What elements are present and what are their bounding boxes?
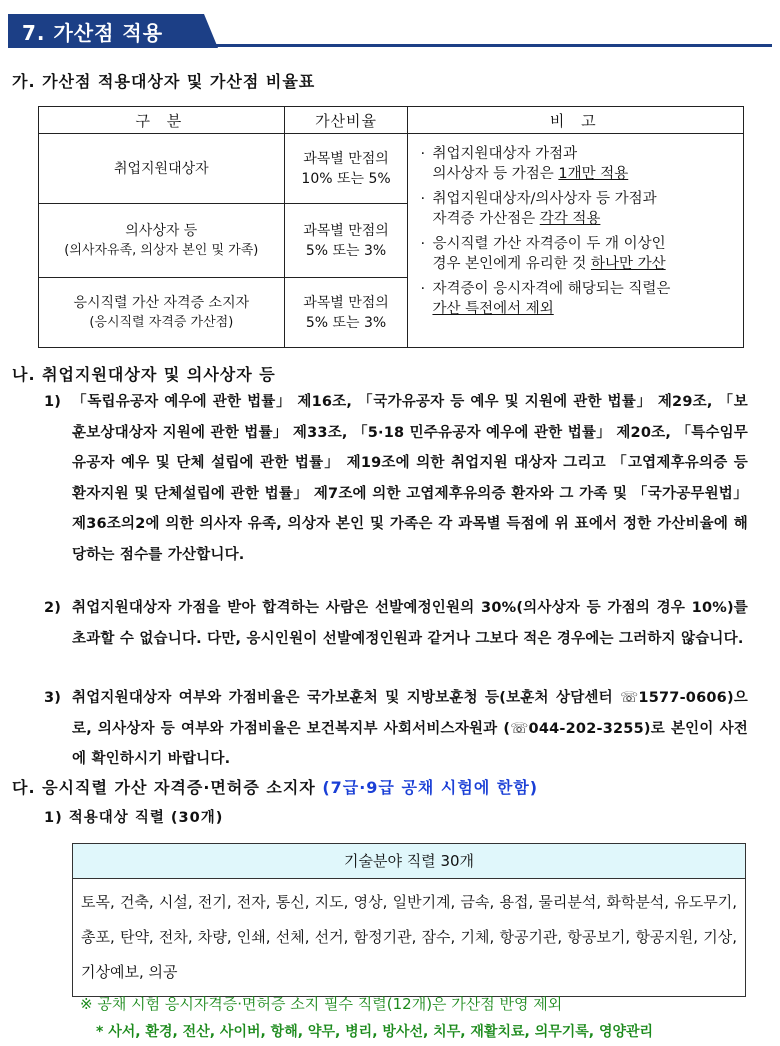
list-item (44, 387, 748, 570)
col-header-ratio: 가산비율 (284, 107, 408, 134)
note-line: 취업지원대상자/의사상자 등 가점과 (432, 191, 657, 207)
note-emphasis: 하나만 가산 (590, 256, 666, 272)
ratio-line: 과목별 만점의 (303, 222, 389, 239)
row-category (39, 278, 285, 348)
remark-note (420, 279, 737, 319)
page-title: 7. 가산점 적용 (22, 21, 164, 45)
category-label: 응시직렬 가산 자격증 소지자 (73, 294, 250, 311)
note-line (432, 299, 737, 319)
note-line (432, 209, 737, 229)
item-number: 3) (44, 690, 62, 706)
ratio-line: 과목별 만점의 (303, 150, 389, 167)
row-ratio (284, 204, 408, 278)
section-da-title (12, 775, 538, 798)
section-header (0, 0, 780, 48)
col-header-remarks: 비 고 (408, 107, 744, 134)
table-row (39, 134, 744, 204)
note-text: 경우 본인에게 유리한 것 (432, 256, 591, 272)
row-ratio (284, 278, 408, 348)
section-na-title: 나. 취업지원대상자 및 의사상자 등 (12, 365, 276, 384)
note-text: 자격증 가산점은 (432, 211, 540, 227)
item-number: 1) (44, 394, 62, 410)
remarks-cell (408, 134, 744, 348)
table-header-row (39, 107, 744, 134)
remark-note (420, 189, 737, 229)
note-emphasis: 1개만 적용 (558, 166, 629, 182)
note-line: 자격증이 응시자격에 해당되는 직렬은 (432, 281, 671, 297)
category-sublabel: (응시직렬 자격증 가산점) (89, 314, 234, 330)
note-line: 취업지원대상자 가점과 (432, 146, 578, 162)
list-item (44, 593, 748, 654)
row-category (39, 134, 285, 204)
section-ga-title: 가. 가산점 적용대상자 및 가산점 비율표 (12, 72, 316, 91)
category-sublabel: (의사자유족, 의상자 본인 및 가족) (64, 242, 259, 258)
bonus-rate-table (38, 106, 744, 348)
section-da-title-text: 다. 응시직렬 가산 자격증·면허증 소지자 (12, 778, 323, 797)
exclusion-list: * 사서, 환경, 전산, 사이버, 항해, 약무, 병리, 방사선, 치무, 재활치료, 의무기록, 영양관리 (96, 1024, 654, 1040)
note-line (432, 254, 737, 274)
row-category (39, 204, 285, 278)
note-line (432, 164, 737, 184)
category-label: 취업지원대상자 (113, 160, 209, 177)
note-emphasis: 각각 적용 (539, 211, 601, 227)
category-label: 의사상자 등 (125, 222, 198, 239)
ratio-line: 10% 또는 5% (301, 170, 391, 187)
note-text: 의사상자 등 가점은 (432, 166, 559, 182)
bullet-icon: · (420, 236, 426, 252)
ratio-line: 과목별 만점의 (303, 294, 389, 311)
tech-field-box (72, 843, 746, 997)
remark-note (420, 234, 737, 274)
subsection-title: 1) 적용대상 직렬 (30개) (44, 810, 224, 826)
exclusion-note: ※ 공채 시험 응시자격증·면허증 소지 필수 직렬(12개)은 가산점 반영 제외 (80, 995, 563, 1013)
item-text: 「독립유공자 예우에 관한 법률」 제16조, 「국가유공자 등 예우 및 지원에 관한 법률」 제29조, 「보훈보상대상자 지원에 관한 법률」 제33조, 「5·18 민주유공자 예우에 관한 법률」 제20조, 「특수임무유공자 예우 및 단체 설립에 관한 법률」 제19조에 의한 취업지원 대상자 그리고 「고엽제후유의증 등 환자지원 및 단체설립에 관한 법률」 제7조에 의한 고엽제후유의증 환자와 그 가족 및 「국가공무원법」 제36조의2에 의한 의사자 유족, 의상자 본인 및 가족은 각 과목별 득점에 위 표에서 정한 가산비율에 해당하는 점수를 가산합니다. (72, 394, 748, 563)
item-text: 취업지원대상자 가점을 받아 합격하는 사람은 선발예정인원의 30%(의사상자 등 가점의 경우 10%)를 초과할 수 없습니다. 다만, 응시인원이 선발예정인원과 같거나 그보다 적은 경우에는 그러하지 않습니다. (72, 600, 748, 647)
tech-field-heading: 기술분야 직렬 30개 (73, 844, 745, 879)
remark-note (420, 144, 737, 184)
bullet-icon: · (420, 146, 426, 162)
list-item (44, 683, 748, 775)
ratio-line: 5% 또는 3% (305, 314, 387, 331)
row-ratio (284, 134, 408, 204)
item-number: 2) (44, 600, 62, 616)
section-da-scope-note: (7급·9급 공채 시험에 한함) (322, 778, 539, 797)
note-emphasis: 가산 특전에서 제외 (432, 301, 554, 317)
bullet-icon: · (420, 281, 426, 297)
note-line: 응시직렬 가산 자격증이 두 개 이상인 (432, 236, 666, 252)
item-text: 취업지원대상자 여부와 가점비율은 국가보훈처 및 지방보훈청 등(보훈처 상담센터 ☏1577-0606)으로, 의사상자 등 여부와 가점비율은 보건복지부 사회서비스자원과 (☏044-202-3255)로 본인이 사전에 확인하시기 바랍니다. (72, 690, 748, 767)
col-header-category: 구 분 (39, 107, 285, 134)
bullet-icon: · (420, 191, 426, 207)
tech-field-list: 토목, 건축, 시설, 전기, 전자, 통신, 지도, 영상, 일반기계, 금속, 용접, 물리분석, 화학분석, 유도무기, 총포, 탄약, 전차, 차량, 인쇄, 선체, 선거, 함정기관, 잠수, 기체, 항공기관, 항공보기, 항공지원, 기상, 기상예보, 의공 (81, 893, 737, 981)
ratio-line: 5% 또는 3% (305, 242, 387, 259)
